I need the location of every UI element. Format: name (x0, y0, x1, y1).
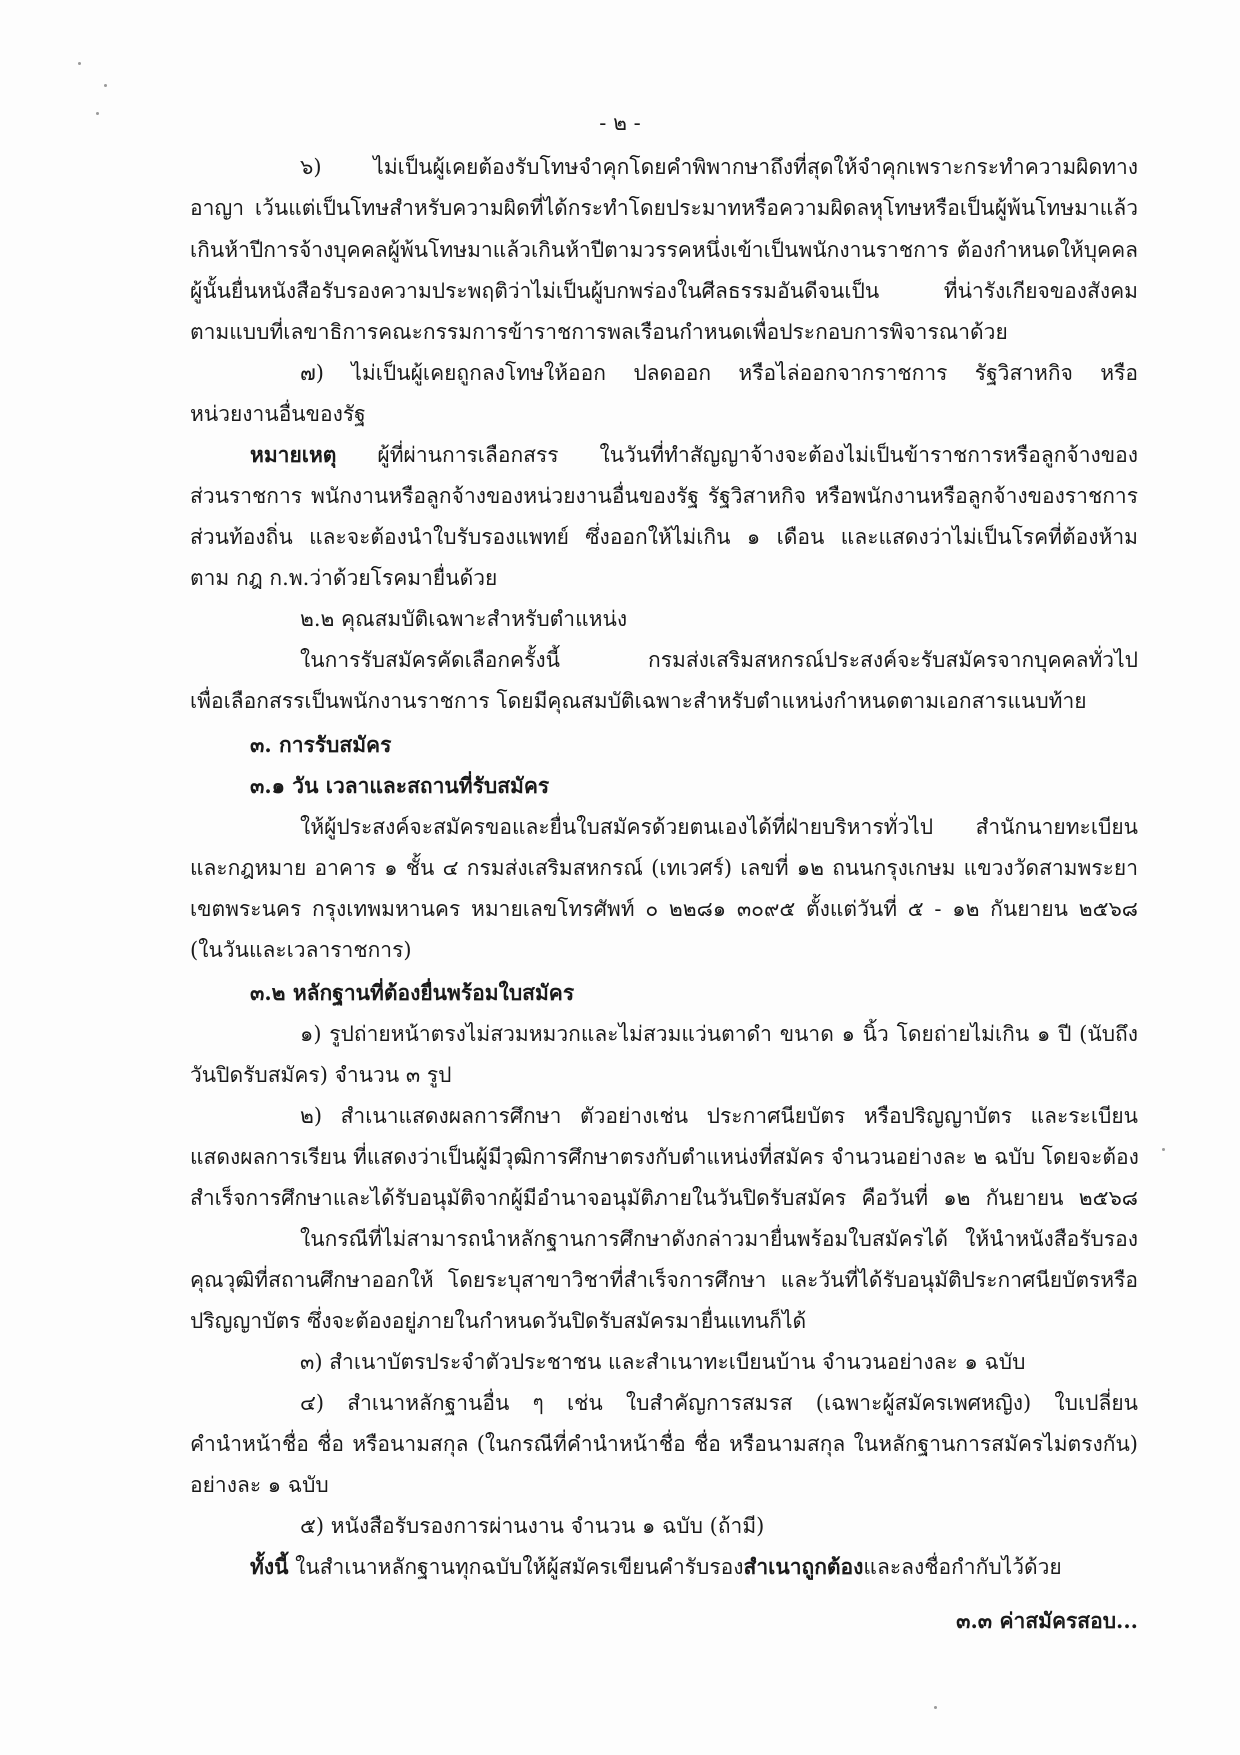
subsection-heading: ๒.๒ คุณสมบัติเฉพาะสำหรับตำแหน่ง (300, 607, 628, 631)
para-line: แสดงผลการเรียน ที่แสดงว่าเป็นผู้มีวุฒิการศึกษาตรงกับตำแหน่งที่สมัคร จำนวนอย่างละ ๒ ฉบับ โดยจะต้อง (190, 1145, 1139, 1169)
para-line: ตาม กฎ ก.พ.ว่าด้วยโรคมายื่นด้วย (190, 566, 498, 590)
section-heading: ๓. การรับสมัคร (250, 732, 392, 757)
page-number: - ๒ - (599, 111, 641, 135)
para-line: และกฎหมาย อาคาร ๑ ชั้น ๔ กรมส่งเสริมสหกรณ์ (เทเวศร์) เลขที่ ๑๒ ถนนกรุงเกษม แขวงวัดสามพระยา (190, 856, 1138, 880)
para-line: ๕) หนังสือรับรองการผ่านงาน จำนวน ๑ ฉบับ (ถ้ามี) (300, 1514, 765, 1538)
para-line: คุณวุฒิที่สถานศึกษาออกให้ โดยระบุสาขาวิชาที่สำเร็จการศึกษา และวันที่ได้รับอนุมัติประกาศนียบัตรหรือ (190, 1268, 1138, 1292)
closing-emphasis: สำเนาถูกต้อง (743, 1554, 864, 1579)
para-line: วันปิดรับสมัคร) จำนวน ๓ รูป (190, 1063, 452, 1087)
para-line: ๖) ไม่เป็นผู้เคยต้องรับโทษจำคุกโดยคำพิพากษาถึงที่สุดให้จำคุกเพราะกระทำความผิดทาง (300, 155, 1138, 179)
scan-speck (1162, 1148, 1165, 1151)
para-line: ปริญญาบัตร ซึ่งจะต้องอยู่ภายในกำหนดวันปิดรับสมัครมายื่นแทนก็ได้ (190, 1309, 807, 1333)
para-line: ให้ผู้ประสงค์จะสมัครขอและยื่นใบสมัครด้วยตนเองได้ที่ฝ่ายบริหารทั่วไป สำนักนายทะเบียน (300, 815, 1138, 839)
closing-line (250, 1552, 1062, 1582)
subsection-heading: ๓.๑ วัน เวลาและสถานที่รับสมัคร (250, 773, 550, 798)
closing-text: ในสำเนาหลักฐานทุกฉบับให้ผู้สมัครเขียนคำรับรอง (288, 1555, 744, 1579)
para-line: เขตพระนคร กรุงเทพมหานคร หมายเลขโทรศัพท์ ๐ ๒๒๘๑ ๓๐๙๕ ตั้งแต่วันที่ ๕ - ๑๒ กันยายน ๒๕๖๘ (190, 897, 1138, 921)
para-line: อย่างละ ๑ ฉบับ (190, 1473, 329, 1497)
para-line: เกินห้าปีการจ้างบุคคลผู้พ้นโทษมาแล้วเกินห้าปีตามวรรคหนึ่งเข้าเป็นพนักงานราชการ ต้องกำหนดให้บุคคล (190, 238, 1138, 262)
para-line: ๗) ไม่เป็นผู้เคยถูกลงโทษให้ออก ปลดออก หรือไล่ออกจากราชการ รัฐวิสาหกิจ หรือ (300, 361, 1138, 385)
para-line: หน่วยงานอื่นของรัฐ (190, 402, 366, 426)
scan-speck (104, 84, 107, 87)
para-line: คำนำหน้าชื่อ ชื่อ หรือนามสกุล (ในกรณีที่คำนำหน้าชื่อ ชื่อ หรือนามสกุล ในหลักฐานการสมัครไม่ตรงกัน) (190, 1432, 1138, 1456)
note-text: ผู้ที่ผ่านการเลือกสรร ในวันที่ทำสัญญาจ้างจะต้องไม่เป็นข้าราชการหรือลูกจ้างของ (336, 443, 1138, 467)
para-line: ส่วนท้องถิ่น และจะต้องนำใบรับรองแพทย์ ซึ่งออกให้ไม่เกิน ๑ เดือน และแสดงว่าไม่เป็นโรคที่ต้องห้าม (190, 525, 1138, 549)
para-line: อาญา เว้นแต่เป็นโทษสำหรับความผิดที่ได้กระทำโดยประมาทหรือความผิดลหุโทษหรือเป็นผู้พ้นโทษมาแล้ว (190, 196, 1138, 220)
subsection-heading: ๓.๒ หลักฐานที่ต้องยื่นพร้อมใบสมัคร (250, 980, 575, 1005)
para-line: ๔) สำเนาหลักฐานอื่น ๆ เช่น ใบสำคัญการสมรส (เฉพาะผู้สมัครเพศหญิง) ใบเปลี่ยน (300, 1391, 1138, 1415)
para-line: ในการรับสมัครคัดเลือกครั้งนี้ กรมส่งเสริมสหกรณ์ประสงค์จะรับสมัครจากบุคคลทั่วไป (300, 648, 1138, 672)
para-line: ๓) สำเนาบัตรประจำตัวประชาชน และสำเนาทะเบียนบ้าน จำนวนอย่างละ ๑ ฉบับ (300, 1350, 1026, 1374)
closing-text-end: และลงชื่อกำกับไว้ด้วย (863, 1555, 1062, 1579)
para-line: (ในวันและเวลาราชการ) (190, 938, 412, 962)
para-line: ผู้นั้นยื่นหนังสือรับรองความประพฤติว่าไม่เป็นผู้บกพร่องในศีลธรรมอันดีจนเป็น ที่น่ารังเกียจของสังคม (190, 279, 1138, 303)
closing-label: ทั้งนี้ (250, 1554, 289, 1579)
continuation-reference: ๓.๓ ค่าสมัครสอบ... (956, 1608, 1138, 1633)
scan-speck (934, 1706, 937, 1709)
note-label: หมายเหตุ (250, 442, 337, 467)
note-line (250, 440, 1138, 470)
para-line: เพื่อเลือกสรรเป็นพนักงานราชการ โดยมีคุณสมบัติเฉพาะสำหรับตำแหน่งกำหนดตามเอกสารแนบท้าย (190, 689, 1087, 713)
para-line: ๑) รูปถ่ายหน้าตรงไม่สวมหมวกและไม่สวมแว่นตาดำ ขนาด ๑ นิ้ว โดยถ่ายไม่เกิน ๑ ปี (นับถึง (300, 1022, 1138, 1046)
para-line: ๒) สำเนาแสดงผลการศึกษา ตัวอย่างเช่น ประกาศนียบัตร หรือปริญญาบัตร และระเบียน (300, 1104, 1138, 1128)
scan-speck (78, 62, 81, 65)
para-line: ในกรณีที่ไม่สามารถนำหลักฐานการศึกษาดังกล่าวมายื่นพร้อมใบสมัครได้ ให้นำหนังสือรับรอง (300, 1227, 1138, 1251)
para-line: ตามแบบที่เลขาธิการคณะกรรมการข้าราชการพลเรือนกำหนดเพื่อประกอบการพิจารณาด้วย (190, 320, 1008, 344)
para-line: ส่วนราชการ พนักงานหรือลูกจ้างของหน่วยงานอื่นของรัฐ รัฐวิสาหกิจ หรือพนักงานหรือลูกจ้างของราชการ (190, 484, 1138, 508)
para-line: สำเร็จการศึกษาและได้รับอนุมัติจากผู้มีอำนาจอนุมัติภายในวันปิดรับสมัคร คือวันที่ ๑๒ กันยายน ๒๕๖๘ (190, 1186, 1138, 1210)
